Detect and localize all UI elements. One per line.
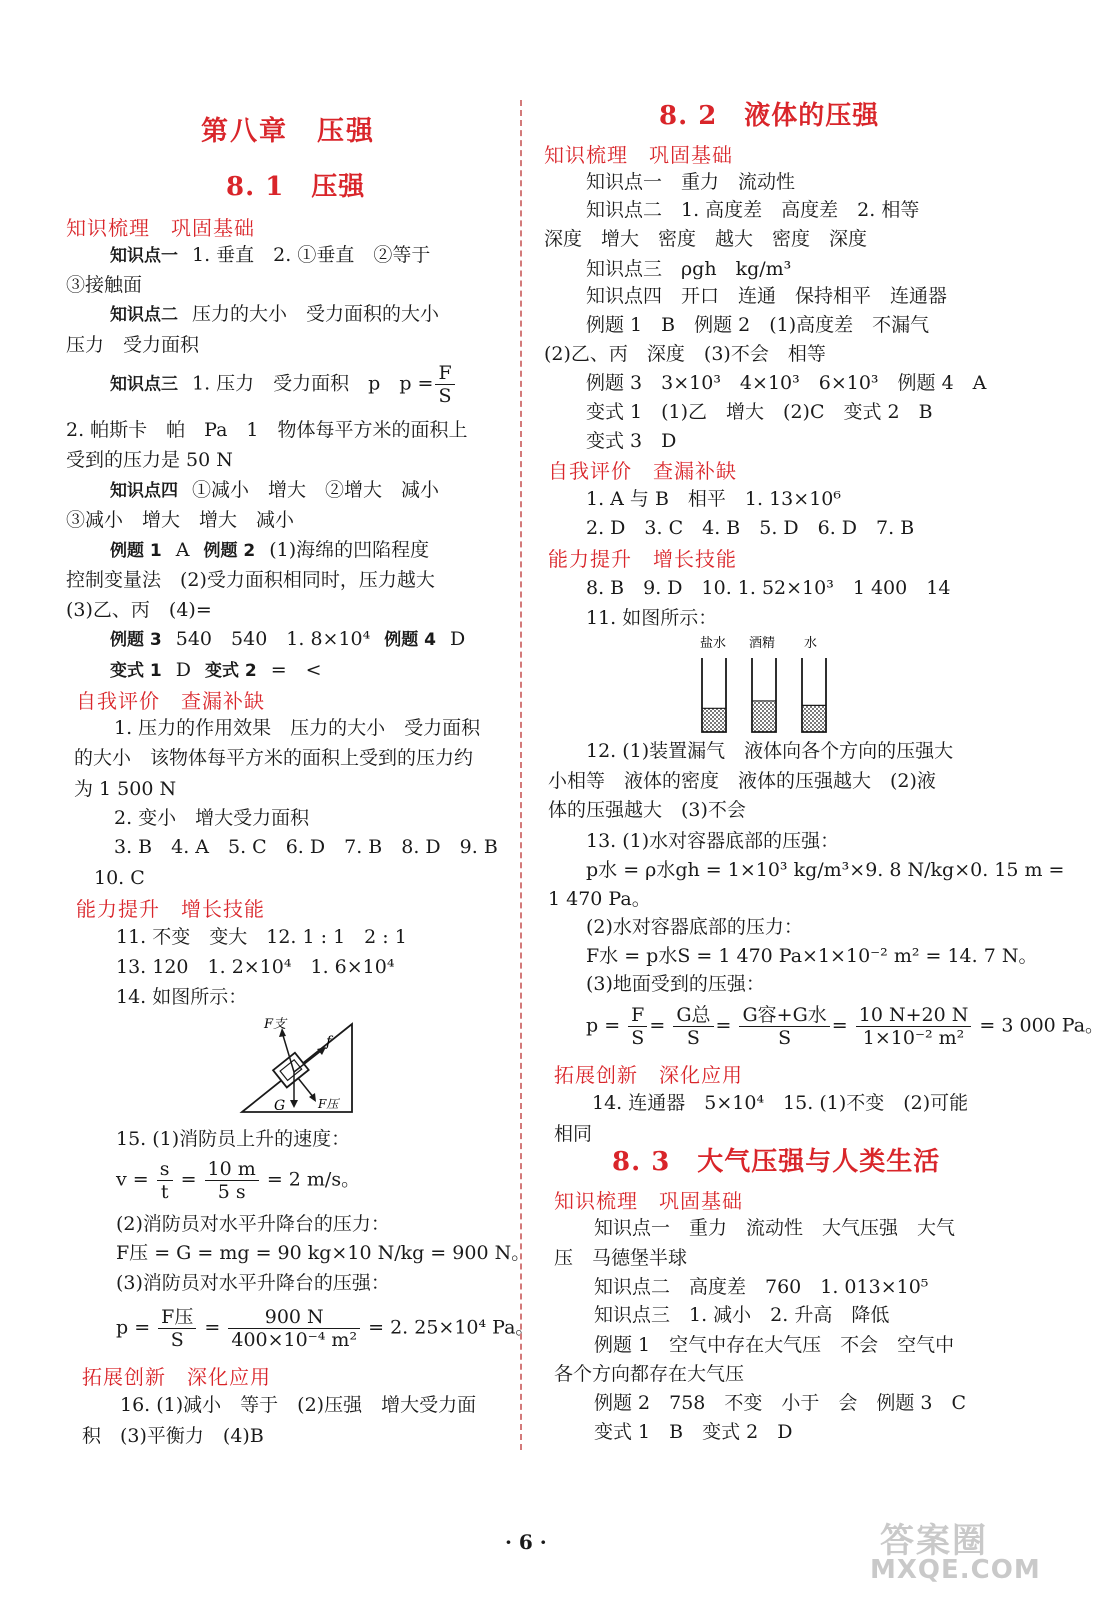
r-answer-11: 11. 如图所示： [586, 607, 718, 629]
heading-ability-8-2: 能力提升 增长技能 [548, 547, 737, 571]
watermark-url: MXQE.COM [870, 1555, 1041, 1585]
label-f-pressure: F压 [318, 1097, 339, 1111]
force-equation: F压 = G = mg = 90 kg×10 N/kg = 900 N。 [116, 1242, 531, 1264]
heading-knowledge: 知识梳理 巩固基础 [66, 216, 255, 240]
chapter-title: 第八章 压强 [201, 116, 375, 147]
example-1-2: 例题 1 A 例题 2 (1)海绵的凹陷程度 [110, 539, 430, 561]
velocity-equation: v = $\frac{s}{t}$ = $\frac{10 m}{5 s}$ = 2 m/s。 [116, 1158, 361, 1203]
label-water: 水 [804, 636, 818, 651]
r-knowledge-point-4: 知识点四 开口 连通 保持相平 连通器 [586, 285, 948, 307]
gravity-head [290, 1100, 298, 1108]
section-8-1-title: 8. 1 压强 [226, 172, 366, 202]
answer-13: 13. 120 1. 2×10⁴ 1. 6×10⁴ [116, 956, 395, 978]
heading-ability: 能力提升 增长技能 [76, 897, 265, 921]
watermark-logo: 答案圈 [880, 1521, 988, 1561]
r-answers-2-7: 2. D 3. C 4. B 5. D 6. D 7. B [586, 517, 915, 539]
label-friction: f [326, 1034, 332, 1050]
answer-14: 14. 如图所示： [116, 986, 248, 1008]
heading-self-evaluation: 自我评价 查漏补缺 [76, 689, 265, 713]
answer-16-line-2: 积 (3)平衡力 (4)B [82, 1425, 264, 1447]
label-salt-water: 盐水 [700, 636, 727, 651]
r-answer-13-part-1: 13. (1)水对容器底部的压强： [586, 830, 840, 852]
r-eq-water-pressure: p水 = ρ水gh = 1×10³ kg/m³×9. 8 N/kg×0. 15 m = [586, 859, 1065, 881]
section-8-2-title: 8. 2 液体的压强 [659, 101, 880, 131]
pressure-force-arrow [298, 1078, 314, 1098]
answer-10: 10. C [94, 867, 145, 889]
r-variant-3: 变式 3 D [586, 430, 677, 452]
r-answers-14-15: 14. 连通器 5×10⁴ 15. (1)不变 (2)可能 [592, 1092, 969, 1114]
knowledge-point-2-cont: 压力 受力面积 [66, 334, 200, 356]
column-divider [520, 100, 522, 1450]
answer-1-line-3: 为 1 500 N [74, 778, 177, 800]
knowledge-point-1-cont: ③接触面 [66, 274, 143, 296]
a-knowledge-point-3: 知识点三 1. 减小 2. 升高 降低 [594, 1304, 890, 1326]
answers-3-9: 3. B 4. A 5. C 6. D 7. B 8. D 9. B [114, 836, 498, 858]
answer-15-part-1: 15. (1)消防员上升的速度： [116, 1128, 351, 1150]
a-knowledge-point-2: 知识点二 高度差 760 1. 013×10⁵ [594, 1276, 929, 1298]
knowledge-point-3: 知识点三 1. 压力 受力面积 p p = $\frac{F}{S}$ [110, 362, 457, 407]
r-answer-12-line-1: 12. (1)装置漏气 液体向各个方向的压强大 [586, 740, 954, 762]
knowledge-point-2: 知识点二 压力的大小 受力面积的大小 [110, 303, 440, 325]
r-variant-1-2: 变式 1 (1)乙 增大 (2)C 变式 2 B [586, 401, 933, 423]
section-8-3-title: 8. 3 大气压强与人类生活 [612, 1147, 941, 1177]
liquid-tubes-figure [694, 630, 834, 740]
label-alcohol: 酒精 [749, 636, 776, 651]
heading-extension-8-2: 拓展创新 深化应用 [554, 1063, 743, 1087]
heading-knowledge-8-2: 知识梳理 巩固基础 [544, 143, 733, 167]
example-3-4: 例题 3 540 540 1. 8×10⁴ 例题 4 D [110, 628, 466, 650]
r-knowledge-point-1: 知识点一 重力 流动性 [586, 171, 796, 193]
a-example-2-3: 例题 2 758 不变 小于 会 例题 3 C [594, 1392, 967, 1414]
a-knowledge-point-1-cont: 压 马德堡半球 [554, 1247, 688, 1269]
incline-force-diagram [236, 1012, 356, 1117]
label-f-support: F支 [264, 1017, 287, 1032]
r-knowledge-point-3: 知识点三 ρgh kg/m³ [586, 258, 792, 280]
answer-16-line-1: 16. (1)减小 等于 (2)压强 增大受力面 [120, 1394, 477, 1416]
answer-1-line-1: 1. 压力的作用效果 压力的大小 受力面积 [114, 717, 481, 739]
a-variant-1-2: 变式 1 B 变式 2 D [594, 1421, 793, 1443]
r-answer-13-part-3: (3)地面受到的压强： [586, 973, 765, 995]
heading-knowledge-8-3: 知识梳理 巩固基础 [554, 1189, 743, 1213]
r-example-3-4: 例题 3 3×10³ 4×10³ 6×10³ 例题 4 A [586, 372, 987, 394]
label-gravity: G [274, 1098, 286, 1114]
liquid-fill [803, 705, 825, 732]
r-eq-ground-pressure: p = $\frac{F}{S}$ = $\frac{\text{G总}}{S}$ = $\frac{\text{G容+G水}}{S}$ = $\frac{10 N+20 N}{\text{1×10⁻² m²}}$ = 3 000 Pa。 [586, 1004, 1104, 1049]
example-2-cont-1: 控制变量法 (2)受力面积相同时，压力越大 [66, 569, 435, 591]
r-answer-15-cont: 相同 [554, 1123, 593, 1145]
answer-1-line-2: 的大小 该物体每平方米的面积上受到的压力约 [74, 747, 474, 769]
a-example-1: 例题 1 空气中存在大气压 不会 空气中 [594, 1334, 955, 1356]
r-answer-13-part-2: (2)水对容器底部的压力： [586, 916, 803, 938]
variant-1-2: 变式 1 D 变式 2 = < [110, 659, 322, 681]
knowledge-point-4-cont: ③减小 增大 增大 减小 [66, 509, 295, 531]
r-answers-8-10: 8. B 9. D 10. 1. 52×10³ 1 400 14 [586, 577, 951, 599]
pressure-equation: p = $\frac{\text{F压}}{S}$ = $\frac{900 N}{\text{400×10⁻⁴ m²}}$ = 2. 25×10⁴ Pa。 [116, 1306, 535, 1351]
knowledge-point-4: 知识点四 ①减小 增大 ②增大 减小 [110, 479, 440, 501]
knowledge-point-1: 知识点一 1. 垂直 2. ①垂直 ②等于 [110, 244, 431, 266]
r-example-1-2: 例题 1 B 例题 2 (1)高度差 不漏气 [586, 314, 930, 336]
r-eq-water-pressure-result: 1 470 Pa。 [548, 888, 651, 910]
answer-2: 2. 变小 增大受力面积 [114, 807, 310, 829]
r-answer-12-line-3: 体的压强越大 (3)不会 [548, 799, 746, 821]
r-eq-water-force: F水 = p水S = 1 470 Pa×1×10⁻² m² = 14. 7 N。 [586, 945, 1038, 967]
liquid-fill [703, 708, 725, 732]
r-knowledge-point-2: 知识点二 1. 高度差 高度差 2. 相等 [586, 199, 920, 221]
answer-15-part-2: (2)消防员对水平升降台的压力： [116, 1213, 390, 1235]
item-2-line-1: 2. 帕斯卡 帕 Pa 1 物体每平方米的面积上 [66, 419, 468, 441]
example-2-cont-2: (3)乙、丙 (4)= [66, 599, 212, 621]
r-answer-1: 1. A 与 B 相平 1. 13×10⁶ [586, 488, 841, 510]
r-answer-12-line-2: 小相等 液体的密度 液体的压强越大 (2)液 [548, 770, 936, 792]
a-example-1-cont: 各个方向都存在大气压 [554, 1363, 745, 1385]
pressure-fraction: $\frac{F}{S}$ [435, 362, 454, 407]
a-knowledge-point-1: 知识点一 重力 流动性 大气压强 大气 [594, 1217, 956, 1239]
answers-11-12: 11. 不变 变大 12. 1 : 1 2 : 1 [116, 926, 407, 948]
heading-self-evaluation-8-2: 自我评价 查漏补缺 [548, 459, 737, 483]
r-knowledge-point-2-cont: 深度 增大 密度 越大 密度 深度 [544, 228, 868, 250]
page-number: · 6 · [505, 1530, 547, 1554]
liquid-fill [753, 701, 775, 732]
pressure-force-head [309, 1093, 316, 1102]
item-2-line-2: 受到的压力是 50 N [66, 449, 233, 471]
answer-15-part-3: (3)消防员对水平升降台的压强： [116, 1272, 390, 1294]
heading-extension: 拓展创新 深化应用 [82, 1365, 271, 1389]
r-example-2-cont: (2)乙、丙 深度 (3)不会 相等 [544, 343, 826, 365]
